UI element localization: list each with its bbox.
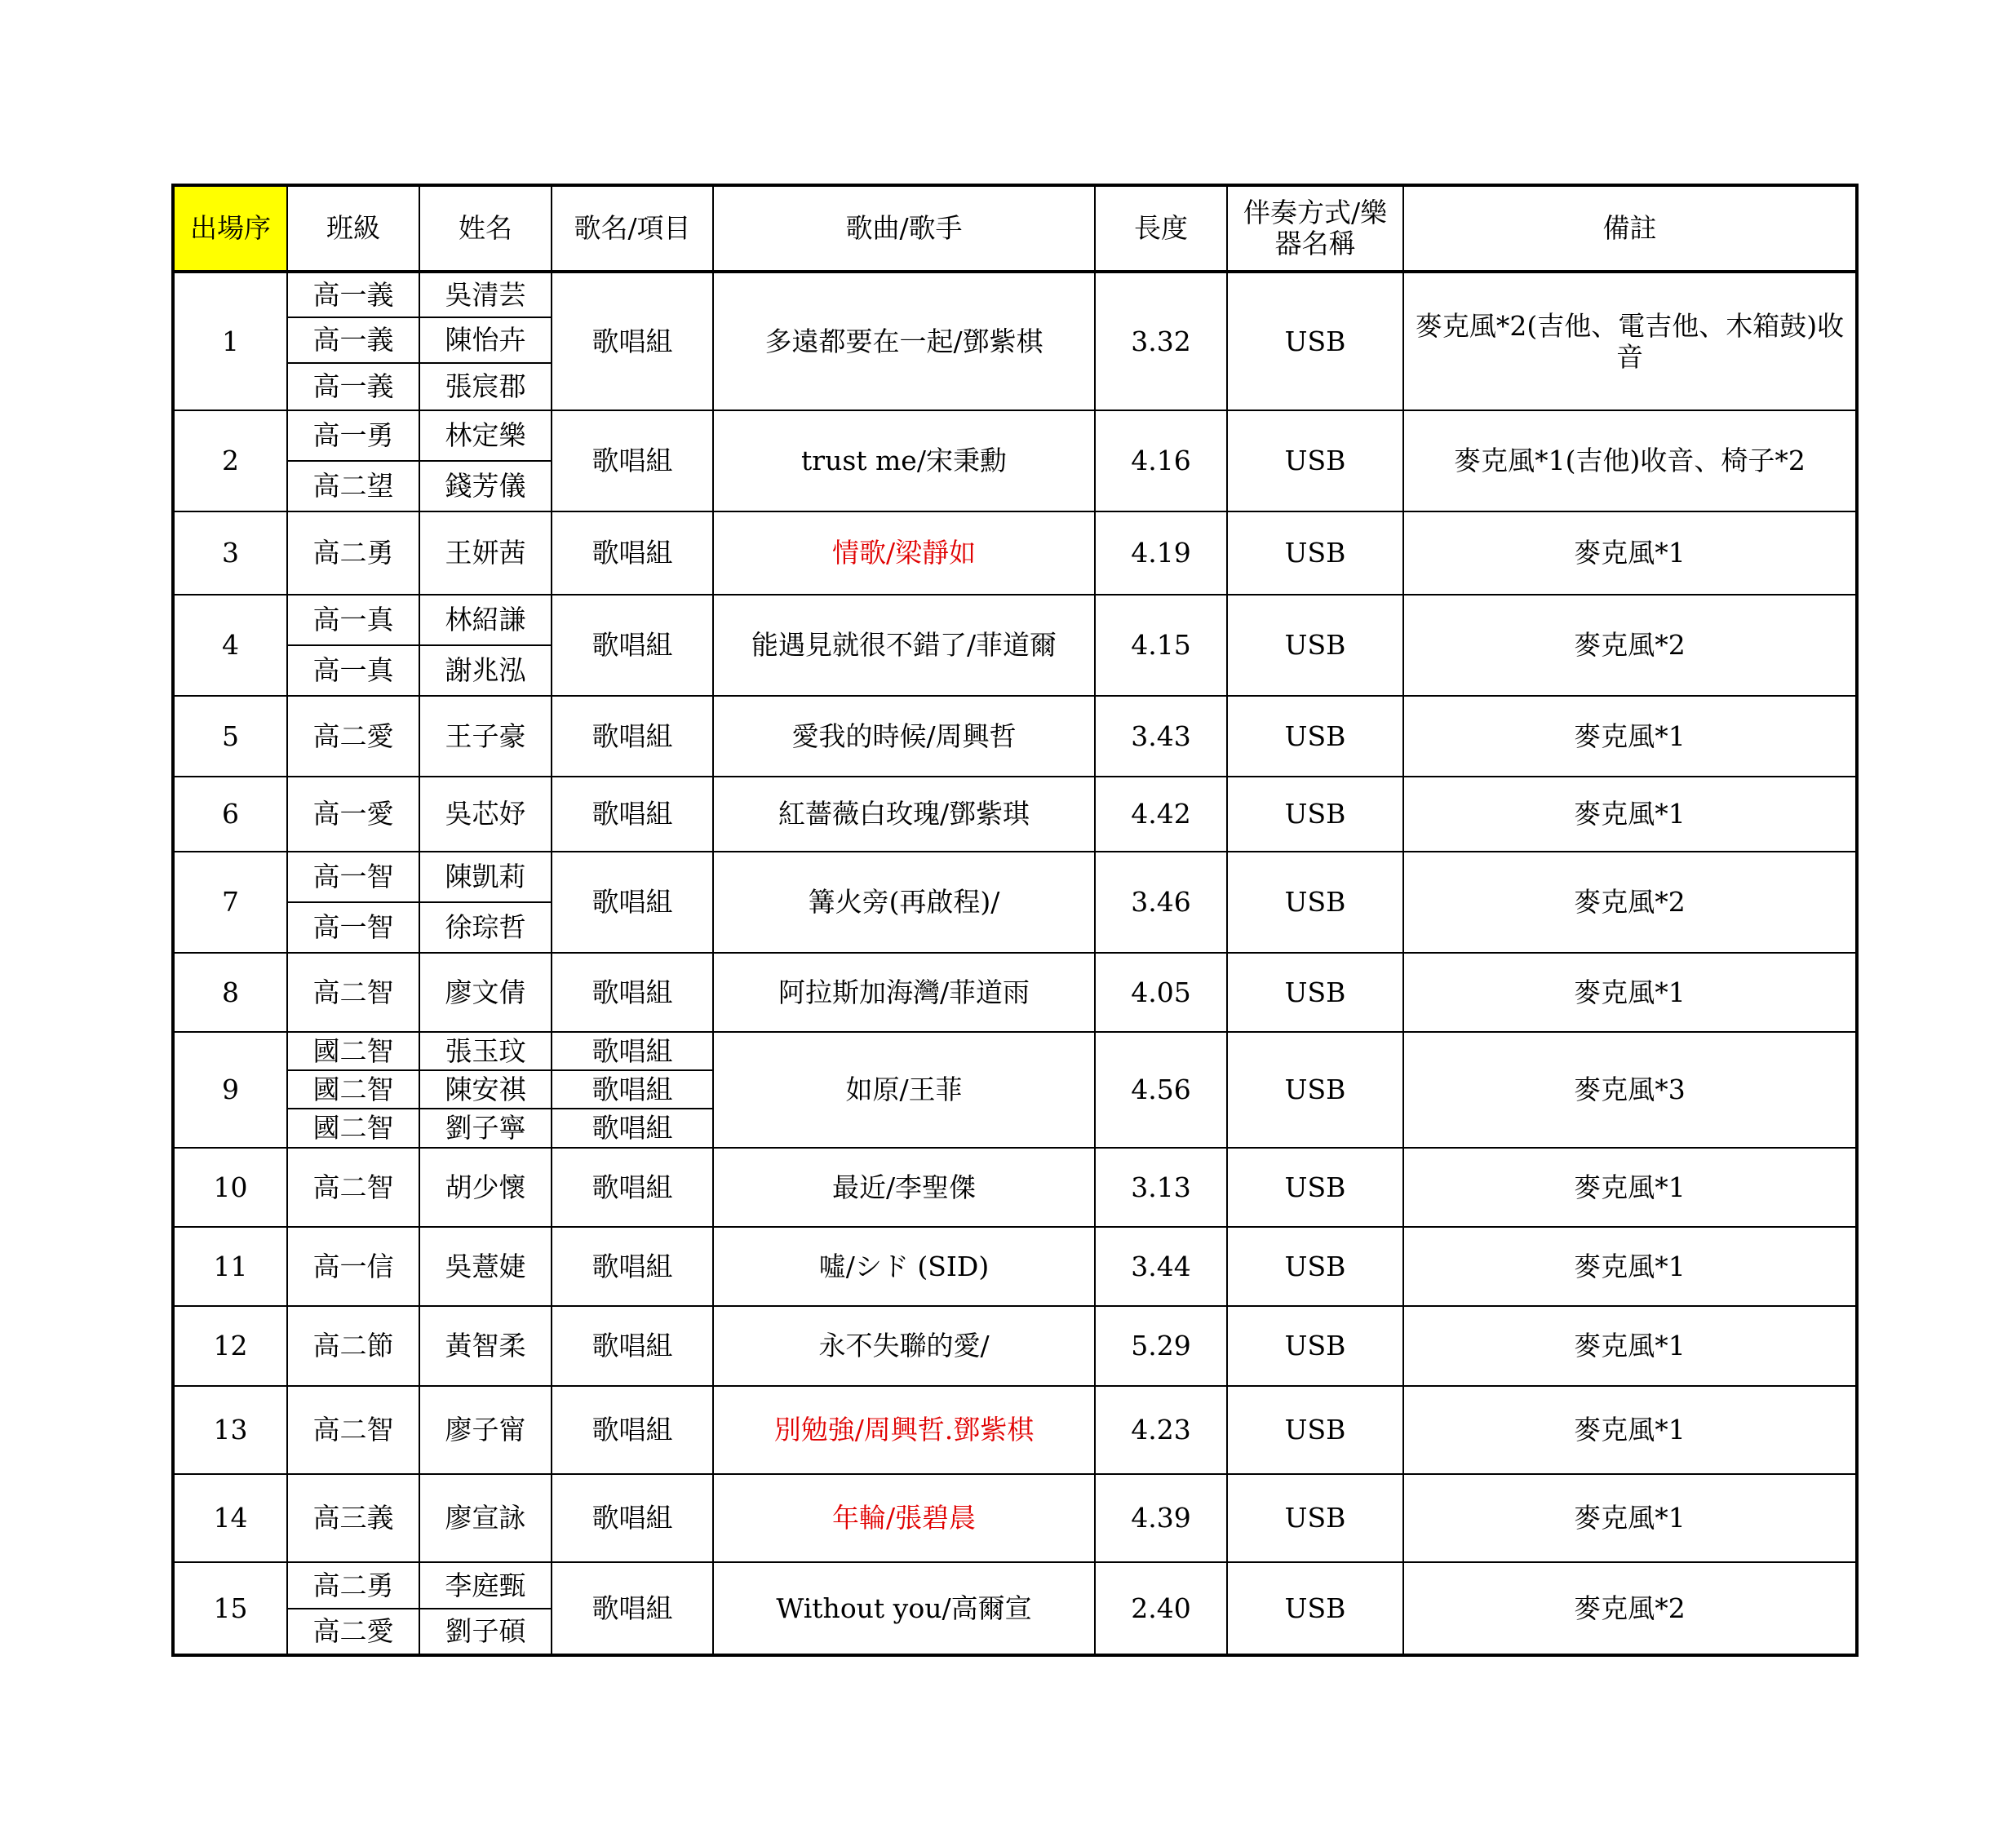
class-cell: 高二智 [287, 953, 419, 1032]
name-cell: 陳怡卉 [419, 317, 552, 363]
song-cell: 噓/シド (SID) [713, 1227, 1095, 1306]
length-cell: 3.32 [1095, 272, 1227, 410]
song-cell: 最近/李聖傑 [713, 1148, 1095, 1227]
item-cell: 歌唱組 [552, 777, 713, 852]
song-cell: 阿拉斯加海灣/菲道雨 [713, 953, 1095, 1032]
table-row [173, 1148, 1857, 1227]
class-cell: 高一勇 [287, 410, 419, 461]
item-cell: 歌唱組 [552, 1562, 713, 1655]
notes-cell: 麥克風*1 [1403, 1306, 1857, 1386]
name-cell: 陳安祺 [419, 1070, 552, 1109]
name-cell: 王子豪 [419, 696, 552, 777]
song-cell: 情歌/梁靜如 [713, 511, 1095, 595]
length-cell: 4.42 [1095, 777, 1227, 852]
name-cell: 廖文倩 [419, 953, 552, 1032]
notes-cell: 麥克風*2 [1403, 852, 1857, 953]
accompaniment-cell: USB [1227, 410, 1403, 511]
notes-cell: 麥克風*2 [1403, 595, 1857, 696]
name-cell: 吳芯妤 [419, 777, 552, 852]
notes-cell: 麥克風*2 [1403, 1562, 1857, 1655]
header-class: 班級 [287, 185, 419, 272]
class-cell: 高二愛 [287, 696, 419, 777]
table-row [173, 1562, 1857, 1609]
length-cell: 3.44 [1095, 1227, 1227, 1306]
name-cell: 胡少懷 [419, 1148, 552, 1227]
class-cell: 高二智 [287, 1148, 419, 1227]
song-cell: 愛我的時候/周興哲 [713, 696, 1095, 777]
class-cell: 高二勇 [287, 1562, 419, 1609]
accompaniment-cell: USB [1227, 777, 1403, 852]
class-cell: 高二智 [287, 1386, 419, 1474]
length-cell: 2.40 [1095, 1562, 1227, 1655]
accompaniment-cell: USB [1227, 272, 1403, 410]
item-cell: 歌唱組 [552, 410, 713, 511]
header-notes: 備註 [1403, 185, 1857, 272]
table-row [173, 511, 1857, 595]
length-cell: 3.13 [1095, 1148, 1227, 1227]
name-cell: 錢芳儀 [419, 461, 552, 511]
notes-cell: 麥克風*1 [1403, 511, 1857, 595]
item-cell: 歌唱組 [552, 1474, 713, 1562]
table-row [173, 1032, 1857, 1070]
order-cell: 6 [173, 777, 287, 852]
class-cell: 高一義 [287, 363, 419, 410]
table-row [173, 595, 1857, 645]
order-cell: 12 [173, 1306, 287, 1386]
name-cell: 劉子碩 [419, 1609, 552, 1655]
name-cell: 吳清芸 [419, 272, 552, 317]
name-cell: 張宸郡 [419, 363, 552, 410]
accompaniment-cell: USB [1227, 1227, 1403, 1306]
item-cell: 歌唱組 [552, 511, 713, 595]
length-cell: 3.43 [1095, 696, 1227, 777]
item-cell: 歌唱組 [552, 696, 713, 777]
accompaniment-cell: USB [1227, 595, 1403, 696]
item-cell: 歌唱組 [552, 953, 713, 1032]
notes-cell: 麥克風*2(吉他、電吉他、木箱鼓)收音 [1403, 272, 1857, 410]
name-cell: 陳凱莉 [419, 852, 552, 902]
order-cell: 5 [173, 696, 287, 777]
notes-cell: 麥克風*1 [1403, 1474, 1857, 1562]
length-cell: 4.05 [1095, 953, 1227, 1032]
length-cell: 4.23 [1095, 1386, 1227, 1474]
length-cell: 4.39 [1095, 1474, 1227, 1562]
order-cell: 7 [173, 852, 287, 953]
order-cell: 9 [173, 1032, 287, 1148]
notes-cell: 麥克風*1 [1403, 1148, 1857, 1227]
header-row [173, 185, 1857, 272]
class-cell: 高一真 [287, 645, 419, 696]
accompaniment-cell: USB [1227, 1386, 1403, 1474]
item-cell: 歌唱組 [552, 1227, 713, 1306]
item-cell: 歌唱組 [552, 1386, 713, 1474]
song-cell: 年輪/張碧晨 [713, 1474, 1095, 1562]
name-cell: 黃智柔 [419, 1306, 552, 1386]
item-cell: 歌唱組 [552, 1032, 713, 1070]
class-cell: 高二愛 [287, 1609, 419, 1655]
name-cell: 廖宣詠 [419, 1474, 552, 1562]
name-cell: 張玉玟 [419, 1032, 552, 1070]
order-cell: 11 [173, 1227, 287, 1306]
notes-cell: 麥克風*1 [1403, 1386, 1857, 1474]
item-cell: 歌唱組 [552, 852, 713, 953]
name-cell: 劉子寧 [419, 1109, 552, 1148]
song-cell: 能遇見就很不錯了/菲道爾 [713, 595, 1095, 696]
notes-cell: 麥克風*1 [1403, 1227, 1857, 1306]
length-cell: 5.29 [1095, 1306, 1227, 1386]
class-cell: 高一義 [287, 272, 419, 317]
class-cell: 高二節 [287, 1306, 419, 1386]
accompaniment-cell: USB [1227, 1032, 1403, 1148]
name-cell: 王妍茜 [419, 511, 552, 595]
song-cell: 篝火旁(再啟程)/ [713, 852, 1095, 953]
notes-cell: 麥克風*1 [1403, 777, 1857, 852]
class-cell: 高一真 [287, 595, 419, 645]
order-cell: 3 [173, 511, 287, 595]
item-cell: 歌唱組 [552, 1148, 713, 1227]
table-row [173, 1306, 1857, 1386]
class-cell: 國二智 [287, 1109, 419, 1148]
song-cell: 別勉強/周興哲.鄧紫棋 [713, 1386, 1095, 1474]
name-cell: 林紹謙 [419, 595, 552, 645]
class-cell: 高一信 [287, 1227, 419, 1306]
song-cell: 如原/王菲 [713, 1032, 1095, 1148]
class-cell: 高二望 [287, 461, 419, 511]
name-cell: 謝兆泓 [419, 645, 552, 696]
performance-schedule-table [171, 184, 1859, 1657]
class-cell: 高一義 [287, 317, 419, 363]
header-order: 出場序 [173, 185, 287, 272]
length-cell: 4.15 [1095, 595, 1227, 696]
name-cell: 林定樂 [419, 410, 552, 461]
item-cell: 歌唱組 [552, 272, 713, 410]
name-cell: 徐琮哲 [419, 902, 552, 953]
order-cell: 14 [173, 1474, 287, 1562]
accompaniment-cell: USB [1227, 953, 1403, 1032]
song-cell: 永不失聯的愛/ [713, 1306, 1095, 1386]
order-cell: 2 [173, 410, 287, 511]
accompaniment-cell: USB [1227, 696, 1403, 777]
accompaniment-cell: USB [1227, 1474, 1403, 1562]
class-cell: 高一智 [287, 902, 419, 953]
table-row [173, 1227, 1857, 1306]
accompaniment-cell: USB [1227, 511, 1403, 595]
class-cell: 高一愛 [287, 777, 419, 852]
order-cell: 10 [173, 1148, 287, 1227]
length-cell: 4.19 [1095, 511, 1227, 595]
length-cell: 4.16 [1095, 410, 1227, 511]
class-cell: 高二勇 [287, 511, 419, 595]
table-row [173, 272, 1857, 317]
name-cell: 李庭甄 [419, 1562, 552, 1609]
length-cell: 3.46 [1095, 852, 1227, 953]
header-length: 長度 [1095, 185, 1227, 272]
header-item: 歌名/項目 [552, 185, 713, 272]
length-cell: 4.56 [1095, 1032, 1227, 1148]
table-row [173, 1386, 1857, 1474]
table-row [173, 1474, 1857, 1562]
name-cell: 吳薏婕 [419, 1227, 552, 1306]
table-row [173, 777, 1857, 852]
table-row [173, 953, 1857, 1032]
header-song-singer: 歌曲/歌手 [713, 185, 1095, 272]
notes-cell: 麥克風*1(吉他)收音、椅子*2 [1403, 410, 1857, 511]
item-cell: 歌唱組 [552, 595, 713, 696]
table-row [173, 410, 1857, 461]
item-cell: 歌唱組 [552, 1306, 713, 1386]
order-cell: 8 [173, 953, 287, 1032]
song-cell: 紅薔薇白玫瑰/鄧紫琪 [713, 777, 1095, 852]
table-row [173, 696, 1857, 777]
item-cell: 歌唱組 [552, 1109, 713, 1148]
notes-cell: 麥克風*1 [1403, 696, 1857, 777]
order-cell: 13 [173, 1386, 287, 1474]
notes-cell: 麥克風*1 [1403, 953, 1857, 1032]
order-cell: 1 [173, 272, 287, 410]
accompaniment-cell: USB [1227, 1562, 1403, 1655]
song-cell: Without you/高爾宣 [713, 1562, 1095, 1655]
class-cell: 國二智 [287, 1070, 419, 1109]
accompaniment-cell: USB [1227, 852, 1403, 953]
song-cell: trust me/宋秉勳 [713, 410, 1095, 511]
song-cell: 多遠都要在一起/鄧紫棋 [713, 272, 1095, 410]
table-row [173, 852, 1857, 902]
class-cell: 高一智 [287, 852, 419, 902]
class-cell: 高三義 [287, 1474, 419, 1562]
order-cell: 15 [173, 1562, 287, 1655]
accompaniment-cell: USB [1227, 1306, 1403, 1386]
item-cell: 歌唱組 [552, 1070, 713, 1109]
accompaniment-cell: USB [1227, 1148, 1403, 1227]
name-cell: 廖子甯 [419, 1386, 552, 1474]
class-cell: 國二智 [287, 1032, 419, 1070]
notes-cell: 麥克風*3 [1403, 1032, 1857, 1148]
order-cell: 4 [173, 595, 287, 696]
header-accompaniment: 伴奏方式/樂器名稱 [1227, 185, 1403, 272]
header-name: 姓名 [419, 185, 552, 272]
